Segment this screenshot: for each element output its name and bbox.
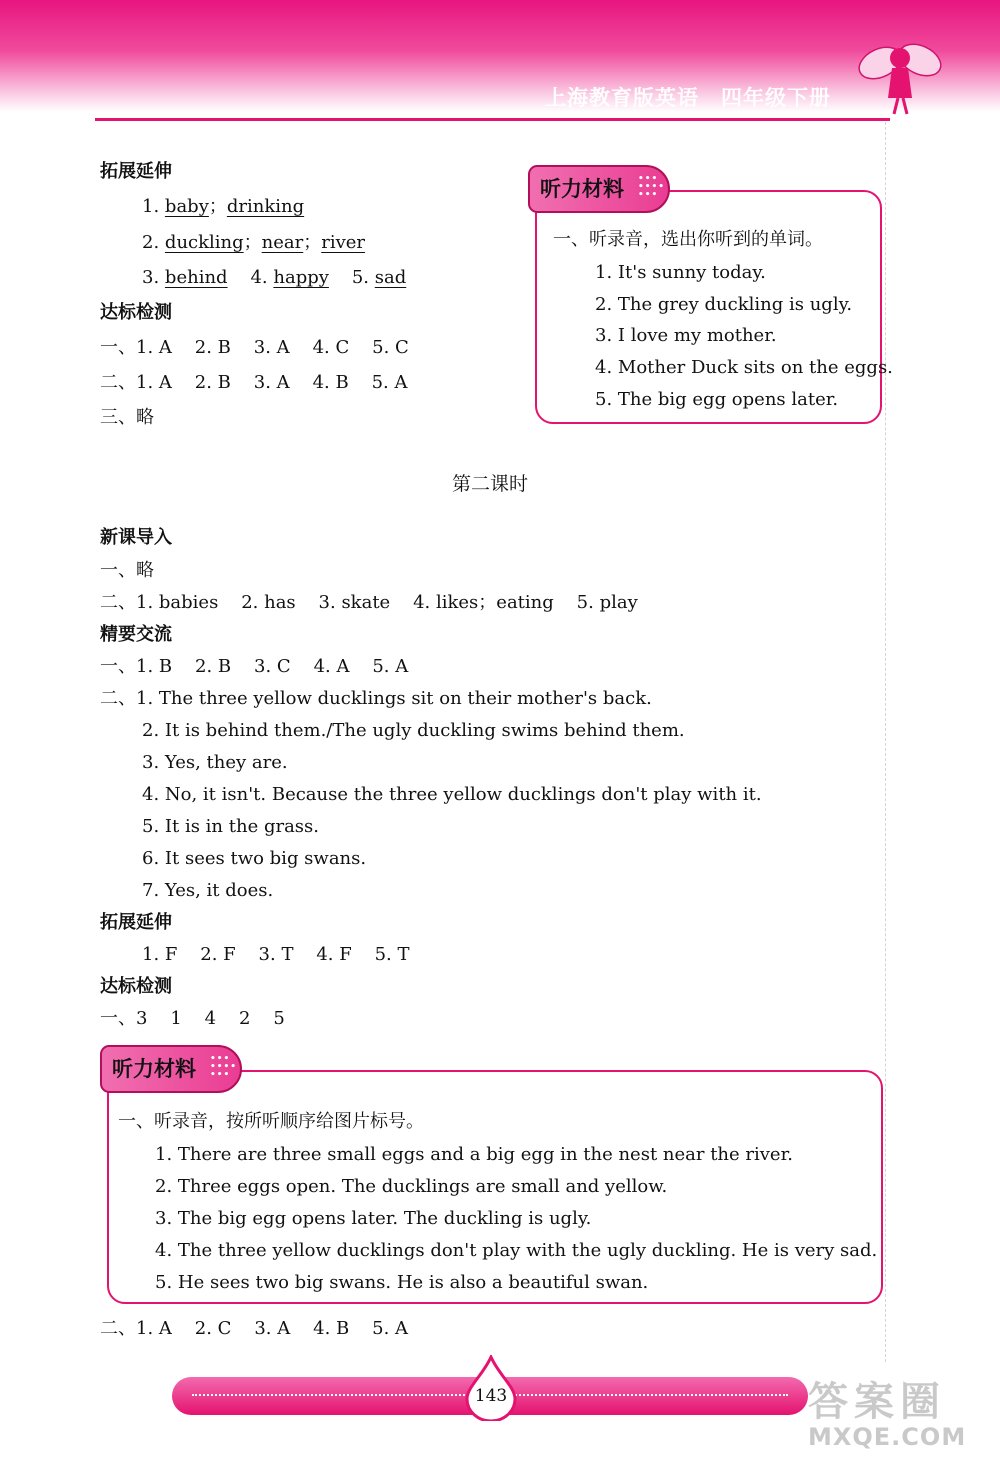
box-item: 3. I love my mother. xyxy=(595,325,777,346)
answer-word: sad xyxy=(374,267,407,288)
tag-label: 听力材料 xyxy=(540,177,624,201)
item-number: 1. xyxy=(142,196,160,217)
answer-line xyxy=(142,266,406,290)
box-item: 2. Three eggs open. The ducklings are small and yellow. xyxy=(155,1176,668,1197)
dots-icon: ••• •••• ••• xyxy=(638,174,666,200)
answer-line: 二、1. A 2. B 3. A 4. B 5. A xyxy=(100,372,408,393)
answer-line: 三、略 xyxy=(100,407,154,428)
fairy-icon xyxy=(850,28,945,118)
answer-word: baby xyxy=(164,196,209,217)
answer-word: duckling xyxy=(164,232,244,253)
answer-line: 一、3 1 4 2 5 xyxy=(100,1008,285,1029)
answer-line xyxy=(142,231,365,255)
answer-line: 一、1. A 2. B 3. A 4. C 5. C xyxy=(100,337,409,358)
answer-line: 6. It sees two big swans. xyxy=(142,848,367,869)
answer-word: behind xyxy=(164,267,228,288)
item-number: 4. xyxy=(250,267,268,288)
section-title-check: 达标检测 xyxy=(100,976,172,997)
box-item: 4. The three yellow ducklings don't play with the ugly duckling. He is very sad. xyxy=(155,1240,878,1261)
answer-word: drinking xyxy=(226,196,305,217)
box-item: 4. Mother Duck sits on the eggs. xyxy=(595,357,893,378)
separator: ； xyxy=(208,196,227,217)
listening-tag-1 xyxy=(528,165,670,213)
header-rule xyxy=(95,118,890,121)
answer-line xyxy=(142,195,304,219)
section-title-extension: 拓展延伸 xyxy=(100,161,172,182)
box-heading: 一、听录音，选出你听到的单词。 xyxy=(553,229,823,250)
section-title-exchange: 精要交流 xyxy=(100,624,172,645)
box-heading: 一、听录音，按所听顺序给图片标号。 xyxy=(118,1111,424,1132)
answer-line: 一、1. B 2. B 3. C 4. A 5. A xyxy=(100,656,409,677)
separator: ； xyxy=(243,232,262,253)
answer-word: near xyxy=(261,232,304,253)
answer-line: 1. F 2. F 3. T 4. F 5. T xyxy=(142,944,410,965)
book-title: 上海教育版英语 xyxy=(545,86,699,110)
watermark-url: MXQE.COM xyxy=(808,1423,967,1451)
item-number: 3. xyxy=(142,267,160,288)
tag-label: 听力材料 xyxy=(112,1057,196,1081)
box-item: 1. It's sunny today. xyxy=(595,262,766,283)
box-item: 3. The big egg opens later. The duckling is ugly. xyxy=(155,1208,592,1229)
grade-title: 四年级下册 xyxy=(721,86,831,110)
box-item: 5. He sees two big swans. He is also a beautiful swan. xyxy=(155,1272,649,1293)
header-title xyxy=(545,82,853,112)
answer-line: 一、略 xyxy=(100,560,154,581)
page-edge-line xyxy=(885,122,886,1362)
answer-line: 3. Yes, they are. xyxy=(142,752,288,773)
box-item: 2. The grey duckling is ugly. xyxy=(595,294,853,315)
section-title-intro: 新课导入 xyxy=(100,527,172,548)
answer-word: river xyxy=(321,232,366,253)
answer-line: 7. Yes, it does. xyxy=(142,880,274,901)
answer-line: 4. No, it isn't. Because the three yellow ducklings don't play with it. xyxy=(142,784,762,805)
watermark xyxy=(808,1370,966,1451)
item-number: 2. xyxy=(142,232,160,253)
watermark-text: 答案圈 xyxy=(808,1379,946,1425)
section-title-extension: 拓展延伸 xyxy=(100,912,172,933)
separator: ； xyxy=(303,232,322,253)
answer-line: 二、1. babies 2. has 3. skate 4. likes；eating 5. play xyxy=(100,592,638,613)
answer-line: 5. It is in the grass. xyxy=(142,816,320,837)
page-number: 143 xyxy=(474,1386,508,1406)
box-item: 1. There are three small eggs and a big egg in the nest near the river. xyxy=(155,1144,793,1165)
answer-line: 二、1. The three yellow ducklings sit on their mother's back. xyxy=(100,688,652,709)
lesson-title: 第二课时 xyxy=(451,473,528,495)
answer-line: 2. It is behind them./The ugly duckling swims behind them. xyxy=(142,720,685,741)
dots-icon: ••• •••• ••• xyxy=(210,1054,238,1080)
listening-tag-2 xyxy=(100,1045,242,1093)
item-number: 5. xyxy=(351,267,369,288)
answer-line: 二、1. A 2. C 3. A 4. B 5. A xyxy=(100,1318,409,1339)
answer-word: happy xyxy=(273,267,329,288)
section-title-check: 达标检测 xyxy=(100,302,172,323)
box-item: 5. The big egg opens later. xyxy=(595,389,839,410)
